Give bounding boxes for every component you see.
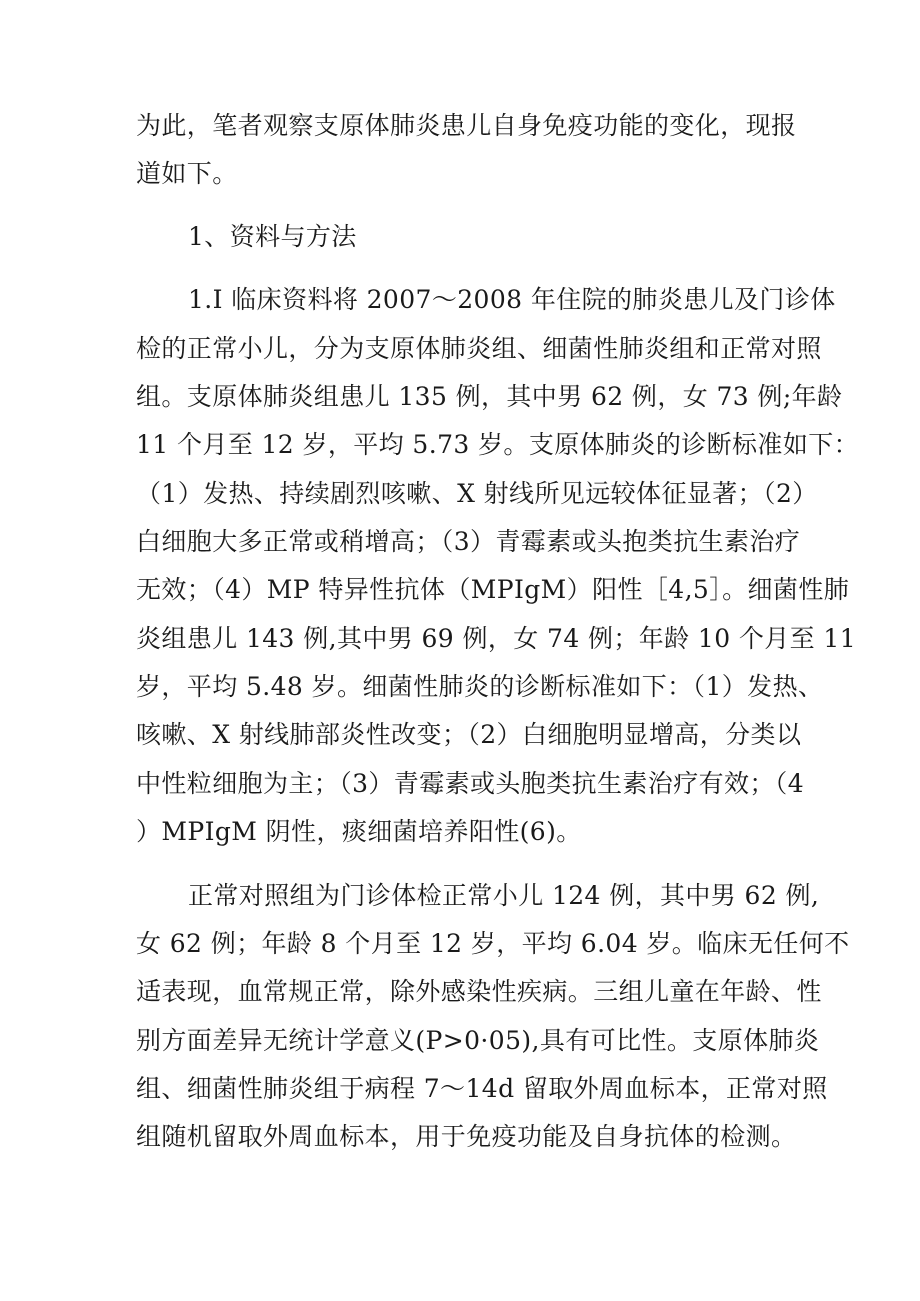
text-line: 1.I 临床资料将 2007～2008 年住院的肺炎患儿及门诊体: [188, 285, 836, 314]
text-line: 检的正常小儿，分为支原体肺炎组、细菌性肺炎组和正常对照: [136, 334, 822, 363]
text-line: 女 62 例；年龄 8 个月至 12 岁，平均 6.04 岁。临床无任何不: [136, 929, 850, 958]
text-line: 无效；（4）MP 特异性抗体（MPIgM）阳性［4,5］。细菌性肺: [136, 575, 850, 604]
text-line: （1）发热、持续剧烈咳嗽、X 射线所见远较体征显著；（2）: [136, 479, 818, 508]
text-line: 组、细菌性肺炎组于病程 7～14d 留取外周血标本，正常对照: [136, 1074, 828, 1103]
text-line: 道如下。: [136, 159, 238, 188]
text-line: 组。支原体肺炎组患儿 135 例，其中男 62 例，女 73 例;年龄: [136, 382, 843, 411]
text-line: 别方面差异无统计学意义(P>0·05),具有可比性。支原体肺炎: [136, 1026, 820, 1055]
text-line: 组随机留取外周血标本，用于免疫功能及自身抗体的检测。: [136, 1122, 797, 1151]
text-line: 为此，笔者观察支原体肺炎患儿自身免疫功能的变化，现报: [136, 111, 797, 140]
text-line: 11 个月至 12 岁，平均 5.73 岁。支原体肺炎的诊断标准如下：: [136, 430, 860, 459]
section-heading: 1、资料与方法: [188, 222, 357, 251]
text-line: 适表现，血常规正常，除外感染性疾病。三组儿童在年龄、性: [136, 977, 822, 1006]
text-line: 炎组患儿 143 例,其中男 69 例，女 74 例；年龄 10 个月至 11: [136, 624, 857, 653]
text-line: 正常对照组为门诊体检正常小儿 124 例，其中男 62 例,: [188, 881, 820, 910]
text-line: ）MPIgM 阴性，痰细菌培养阳性(6)。: [136, 817, 582, 846]
text-line: 中性粒细胞为主；（3）青霉素或头胞类抗生素治疗有效；（4: [136, 769, 805, 798]
text-line: 岁，平均 5.48 岁。细菌性肺炎的诊断标准如下：（1）发热、: [136, 672, 824, 701]
text-line: 咳嗽、X 射线肺部炎性改变；（2）白细胞明显增高，分类以: [136, 720, 802, 749]
text-line: 白细胞大多正常或稍增高；（3）青霉素或头抱类抗生素治疗: [136, 527, 801, 556]
